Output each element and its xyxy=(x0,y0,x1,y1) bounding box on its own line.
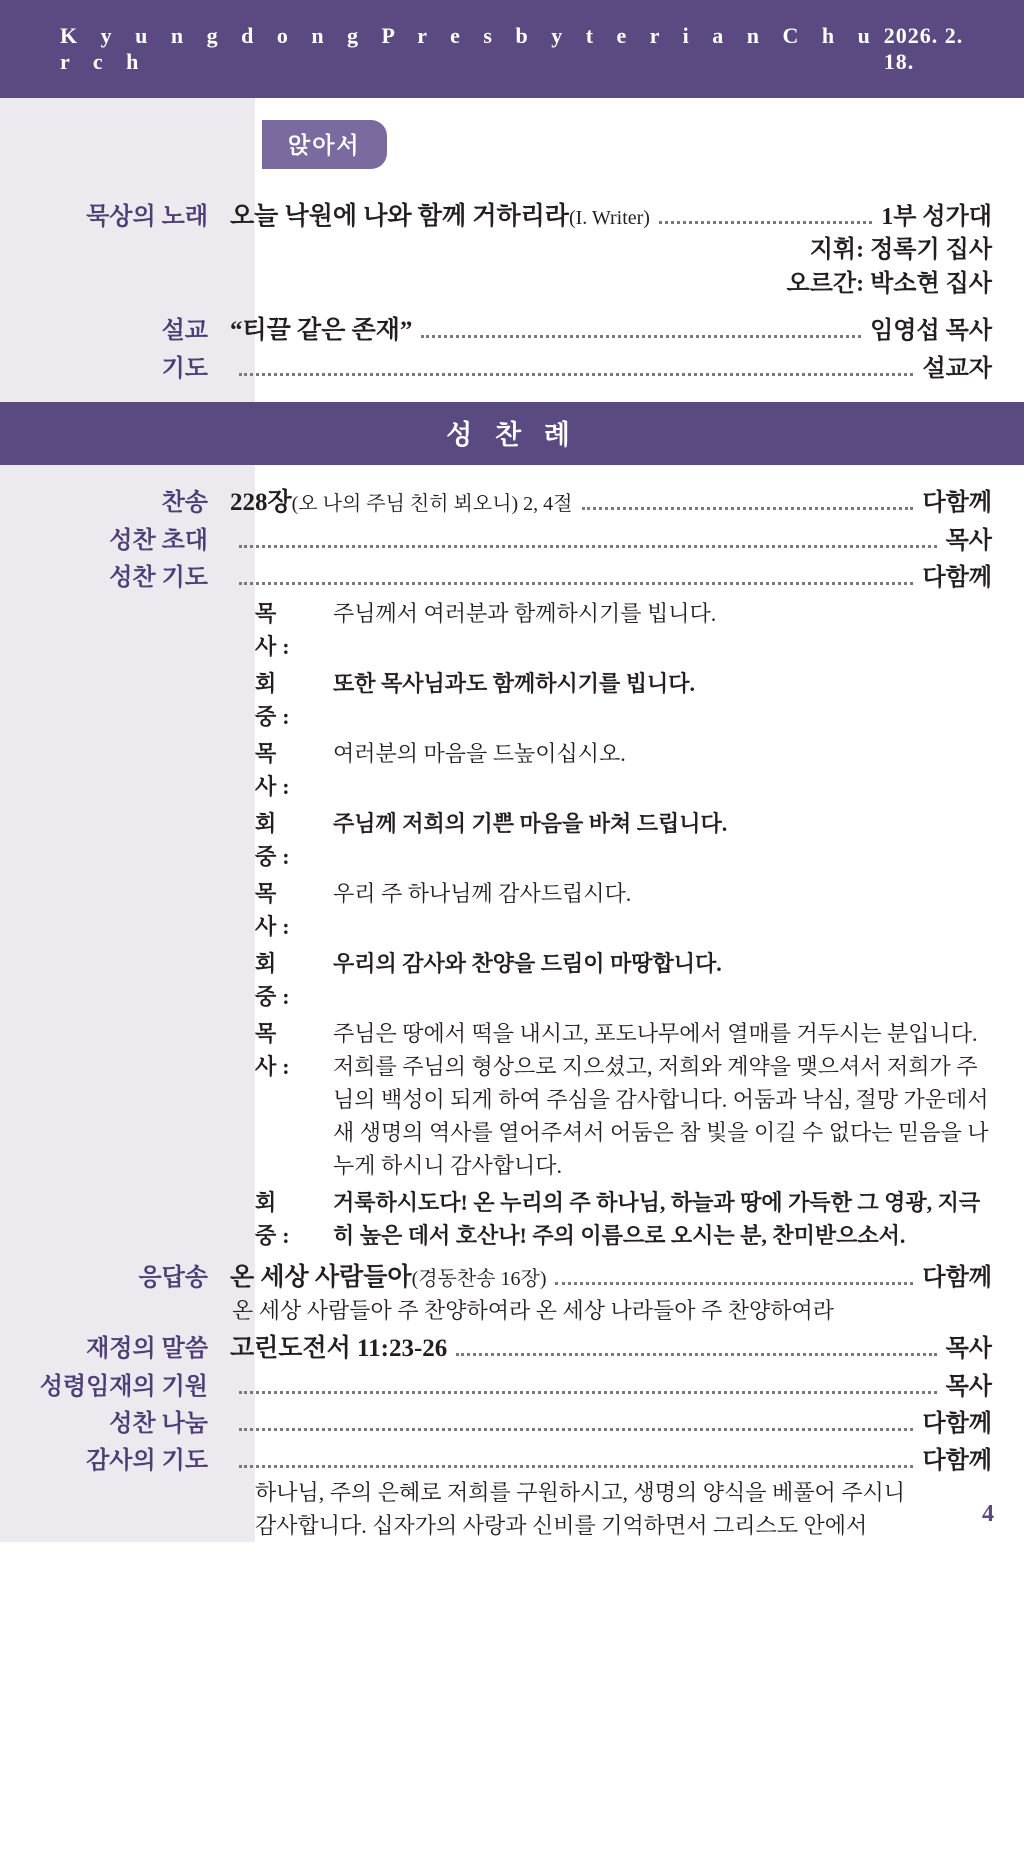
order-label: 성찬 초대 xyxy=(109,528,208,555)
order-row-thanksgiving-prayer xyxy=(0,1439,1024,1476)
dialogue-speaker: 목 사: xyxy=(255,1021,296,1080)
dialogue-speaker: 회 중: xyxy=(255,1190,296,1249)
order-person: 다함께 xyxy=(922,1265,992,1292)
dialogue-text: 우리의 감사와 찬양을 드림이 마땅합니다. xyxy=(333,951,722,977)
order-title: 228장 xyxy=(230,489,292,517)
dialogue-speaker: 회 중: xyxy=(255,951,296,1010)
page-content xyxy=(0,98,1024,1542)
order-label: 성찬 기도 xyxy=(109,565,208,592)
order-middle xyxy=(230,1391,946,1401)
order-subtitle: (I. Writer) xyxy=(568,207,650,229)
leader-dots xyxy=(659,221,872,224)
order-row-epiclesis xyxy=(0,1365,1024,1402)
order-label: 재정의 말씀 xyxy=(86,1336,208,1363)
order-person: 다함께 xyxy=(922,490,992,517)
order-row-meditation-song xyxy=(0,195,1024,233)
order-title: 온 세상 사람들아 xyxy=(230,1264,412,1292)
order-label: 찬송 xyxy=(161,490,208,517)
order-middle xyxy=(230,1465,922,1475)
order-label: 감사의 기도 xyxy=(86,1448,208,1475)
dialogue-speaker: 목 사: xyxy=(255,881,296,940)
order-middle xyxy=(230,310,870,346)
dialogue-text: 주님께서 여러분과 함께하시기를 빕니다. xyxy=(333,601,717,627)
order-label: 설교 xyxy=(161,318,208,345)
dialogue-speaker: 목 사: xyxy=(255,741,296,800)
dialogue-text: 주님은 땅에서 떡을 내시고, 포도나무에서 열매를 거두시는 분입니다. 저희를 주님의 형상으로 지으셨고, 저희와 계약을 맺으셔서 저희가 주님의 백성이 되게 하여 주심을 감사합니다. 어둠과 낙심, 절망 가운데서 새 생명의 역사를 열어주셔서 어둠은 참 빛을 이길 수 없다는 믿음을 나누게 하시니 감사합니다. xyxy=(333,1021,989,1179)
dialogue-text: 거룩하시도다! 온 누리의 주 하나님, 하늘과 땅에 가득한 그 영광, 지극히 높은 데서 호산나! 주의 이름으로 오시는 분, 찬미받으소서. xyxy=(333,1190,981,1249)
leader-dots xyxy=(582,507,914,510)
page-number: 4 xyxy=(982,1501,994,1528)
page-header xyxy=(0,0,1024,98)
order-middle xyxy=(230,196,881,232)
order-title: “티끌 같은 존재” xyxy=(230,317,413,345)
order-row-sermon xyxy=(0,309,1024,347)
bulletin-page xyxy=(0,98,1024,1542)
section-tab-row xyxy=(0,98,1024,177)
dialogue-speaker: 목 사: xyxy=(255,601,296,660)
order-row-communion-prayer xyxy=(0,556,1024,593)
dialogue-text: 여러분의 마음을 드높이십시오. xyxy=(333,741,626,767)
leader-dots xyxy=(421,335,861,338)
section-banner-communion: 성 찬 례 xyxy=(0,402,1024,465)
order-label: 기도 xyxy=(161,356,208,383)
order-row-response-song xyxy=(0,1256,1024,1294)
bulletin-date: 2026. 2. 18. xyxy=(883,23,964,74)
leader-dots xyxy=(239,582,913,585)
order-label: 성령임재의 기원 xyxy=(39,1374,208,1401)
order-middle xyxy=(230,1328,946,1364)
order-person: 목사 xyxy=(945,1336,992,1363)
leader-dots xyxy=(239,1428,913,1431)
dialogue-line xyxy=(255,597,992,663)
dialogue-line xyxy=(255,947,992,1013)
order-person: 임영섭 목사 xyxy=(870,318,992,345)
response-song-body: 온 세상 사람들아 주 찬양하여라 온 세상 나라들아 주 찬양하여라 xyxy=(232,1298,835,1324)
order-row-hymn xyxy=(0,481,1024,519)
organist-line: 오르간: 박소현 집사 xyxy=(786,271,992,298)
order-row-words-of-institution xyxy=(0,1327,1024,1365)
order-middle xyxy=(230,1257,922,1293)
dialogue-speaker: 회 중: xyxy=(255,811,296,870)
order-label: 묵상의 노래 xyxy=(86,204,208,230)
order-person: 목사 xyxy=(945,528,992,555)
closing-prayer-line: 감사합니다. 십자가의 사랑과 신비를 기억하면서 그리스도 안에서 xyxy=(255,1513,868,1539)
order-person: 다함께 xyxy=(922,1448,992,1475)
order-person: 목사 xyxy=(945,1374,992,1401)
order-person: 다함께 xyxy=(922,1411,992,1438)
church-name: K y u n g d o n g P r e s b y t e r i a n C h u r c h xyxy=(60,23,879,74)
dialogue-line xyxy=(255,807,992,873)
dialogue-line xyxy=(255,1017,992,1182)
order-row-sharing-communion xyxy=(0,1402,1024,1439)
communion-dialogue xyxy=(0,597,1024,1252)
order-middle xyxy=(230,482,922,518)
order-title: 오늘 낙원에 나와 함께 거하리라 xyxy=(230,203,569,230)
order-middle xyxy=(230,373,922,383)
order-person: 1부 성가대 xyxy=(881,204,992,230)
order-label: 응답송 xyxy=(138,1265,208,1292)
order-subtitle: (오 나의 주님 친히 뵈오니) 2, 4절 xyxy=(291,493,573,516)
leader-dots xyxy=(239,1391,937,1394)
order-person: 설교자 xyxy=(922,356,992,383)
order-person: 다함께 xyxy=(922,565,992,592)
closing-prayer-line: 하나님, 주의 은혜로 저희를 구원하시고, 생명의 양식을 베풀어 주시니 xyxy=(255,1480,906,1506)
dialogue-line xyxy=(255,877,992,943)
conductor-line: 지휘: 정록기 집사 xyxy=(809,237,992,263)
leader-dots xyxy=(239,373,913,376)
dialogue-line xyxy=(255,1186,992,1252)
dialogue-text: 또한 목사님과도 함께하시기를 빕니다. xyxy=(333,671,696,697)
leader-dots xyxy=(555,1282,913,1285)
section-tab-seated: 앉아서 xyxy=(262,120,387,169)
order-middle xyxy=(230,545,946,555)
dialogue-text: 우리 주 하나님께 감사드립시다. xyxy=(333,881,632,907)
order-middle xyxy=(230,582,922,592)
dialogue-line xyxy=(255,737,992,803)
dialogue-text: 주님께 저희의 기쁜 마음을 바쳐 드립니다. xyxy=(333,811,728,837)
dialogue-line xyxy=(255,667,992,733)
leader-dots xyxy=(456,1353,936,1356)
order-label: 성찬 나눔 xyxy=(109,1411,208,1438)
order-middle xyxy=(230,1428,922,1438)
dialogue-speaker: 회 중: xyxy=(255,671,296,730)
order-row-communion-invitation xyxy=(0,519,1024,556)
leader-dots xyxy=(239,545,937,548)
order-title: 고린도전서 11:23-26 xyxy=(230,1335,448,1363)
order-row-prayer xyxy=(0,347,1024,384)
order-subtitle: (경동찬송 16장) xyxy=(411,1268,547,1291)
leader-dots xyxy=(239,1465,913,1468)
